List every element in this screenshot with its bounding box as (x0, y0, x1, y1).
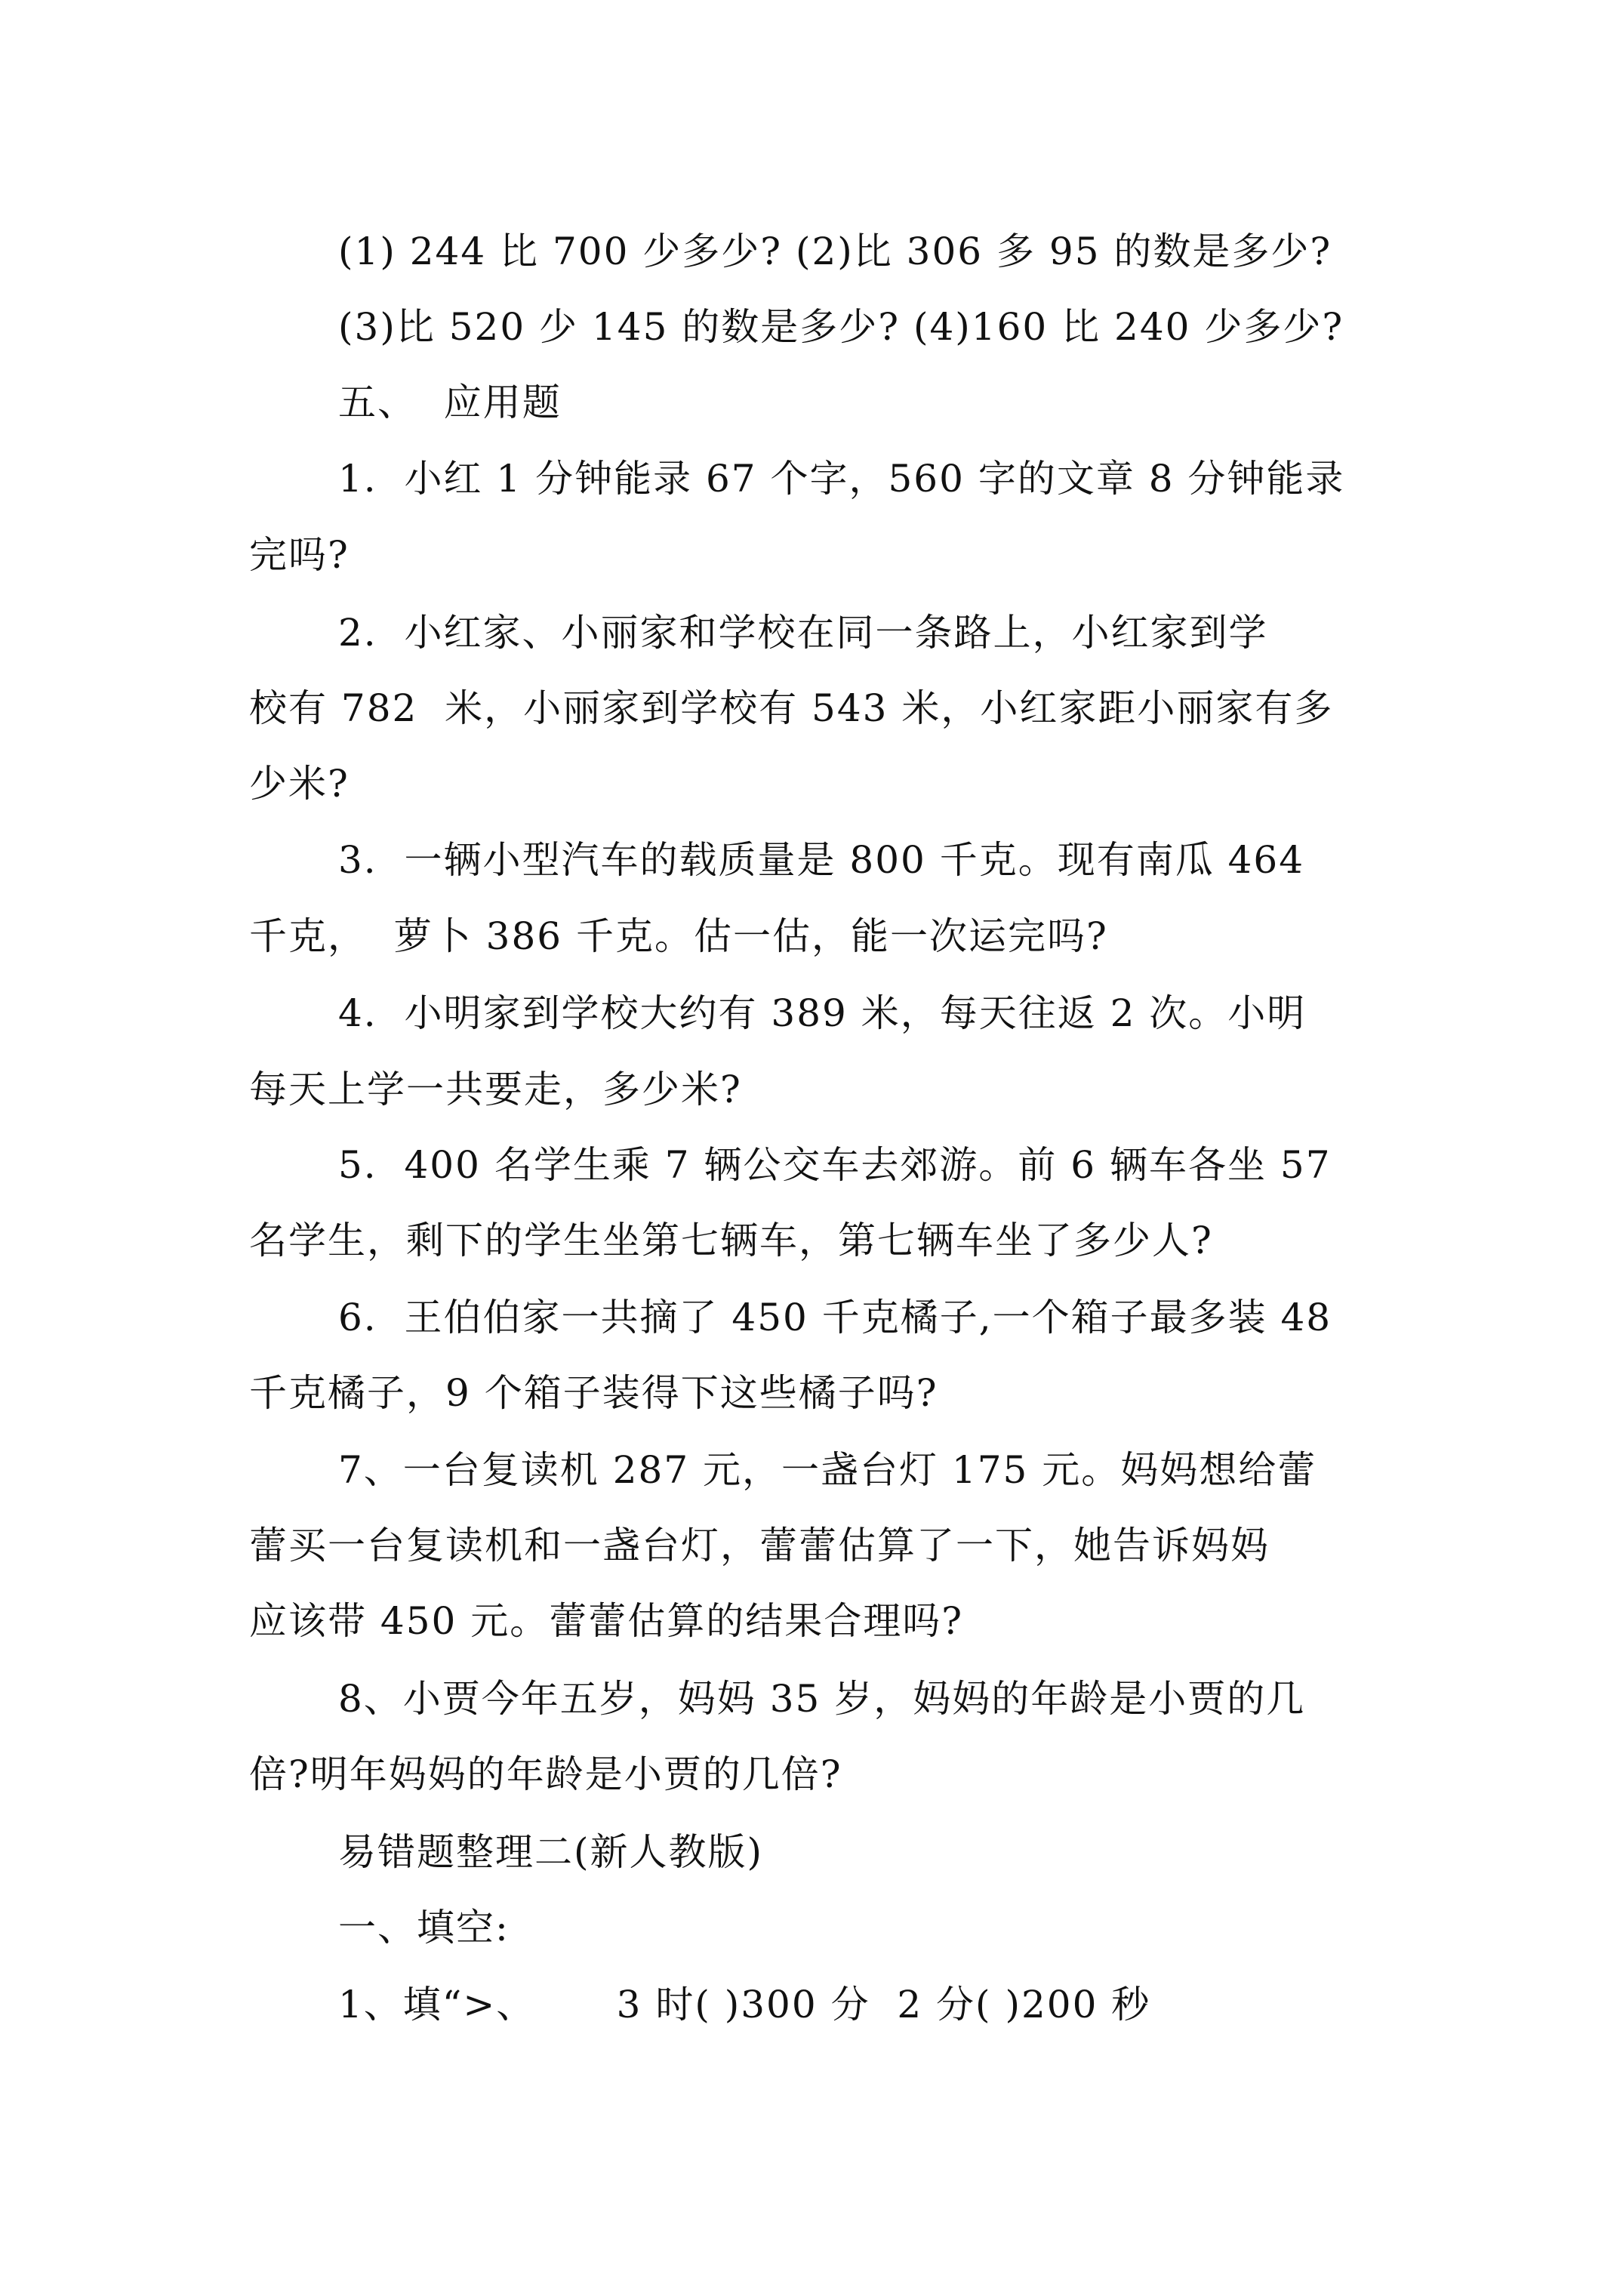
question-text: 5. 400 名学生乘 7 辆公交车去郊游。前 6 辆车各坐 57 (338, 1143, 1332, 1187)
question-text: 6. 王伯伯家一共摘了 450 千克橘子,一个箱子最多装 48 (338, 1296, 1332, 1339)
question-text: 少米? (249, 762, 350, 806)
text-line: (1) 244 比 700 少多少? (2)比 306 多 95 的数是多少? (338, 230, 1332, 273)
question-text: 蕾买一台复读机和一盏台灯，蕾蕾估算了一下，她告诉妈妈 (249, 1524, 1270, 1567)
question-text: 1、填“>、 3 时( )300 分 2 分( )200 秒 (338, 1983, 1151, 2026)
question-text: 应该带 450 元。蕾蕾估算的结果合理吗? (249, 1599, 964, 1643)
question-text: 3. 一辆小型汽车的载质量是 800 千克。现有南瓜 464 (338, 838, 1305, 882)
question-text: 2. 小红家、小丽家和学校在同一条路上，小红家到学 (338, 611, 1268, 655)
question-text: 校有 782 米，小丽家到学校有 543 米，小红家距小丽家有多 (249, 686, 1334, 730)
question-text: 每天上学一共要走，多少米? (249, 1068, 742, 1111)
document-title: 易错题整理二(新人教版) (338, 1830, 764, 1874)
question-text: 千克橘子，9 个箱子装得下这些橘子吗? (249, 1371, 938, 1415)
question-text: 8、小贾今年五岁，妈妈 35 岁，妈妈的年龄是小贾的几 (338, 1677, 1306, 1721)
question-text: 千克， 萝卜 386 千克。估一估，能一次运完吗? (249, 914, 1108, 958)
question-text: 倍?明年妈妈的年龄是小贾的几倍? (249, 1752, 842, 1796)
question-text: 1. 小红 1 分钟能录 67 个字，560 字的文章 8 分钟能录 (338, 457, 1345, 501)
question-text: 7、一台复读机 287 元，一盏台灯 175 元。妈妈想给蕾 (338, 1448, 1317, 1492)
text-line: (3)比 520 少 145 的数是多少? (4)160 比 240 少多少? (338, 305, 1344, 349)
question-text: 4. 小明家到学校大约有 389 米，每天往返 2 次。小明 (338, 991, 1307, 1035)
question-text: 完吗? (249, 533, 350, 577)
section-heading: 一、填空: (338, 1906, 510, 1949)
section-heading: 五、 应用题 (338, 381, 562, 424)
question-text: 名学生，剩下的学生坐第七辆车，第七辆车坐了多少人? (249, 1219, 1213, 1262)
